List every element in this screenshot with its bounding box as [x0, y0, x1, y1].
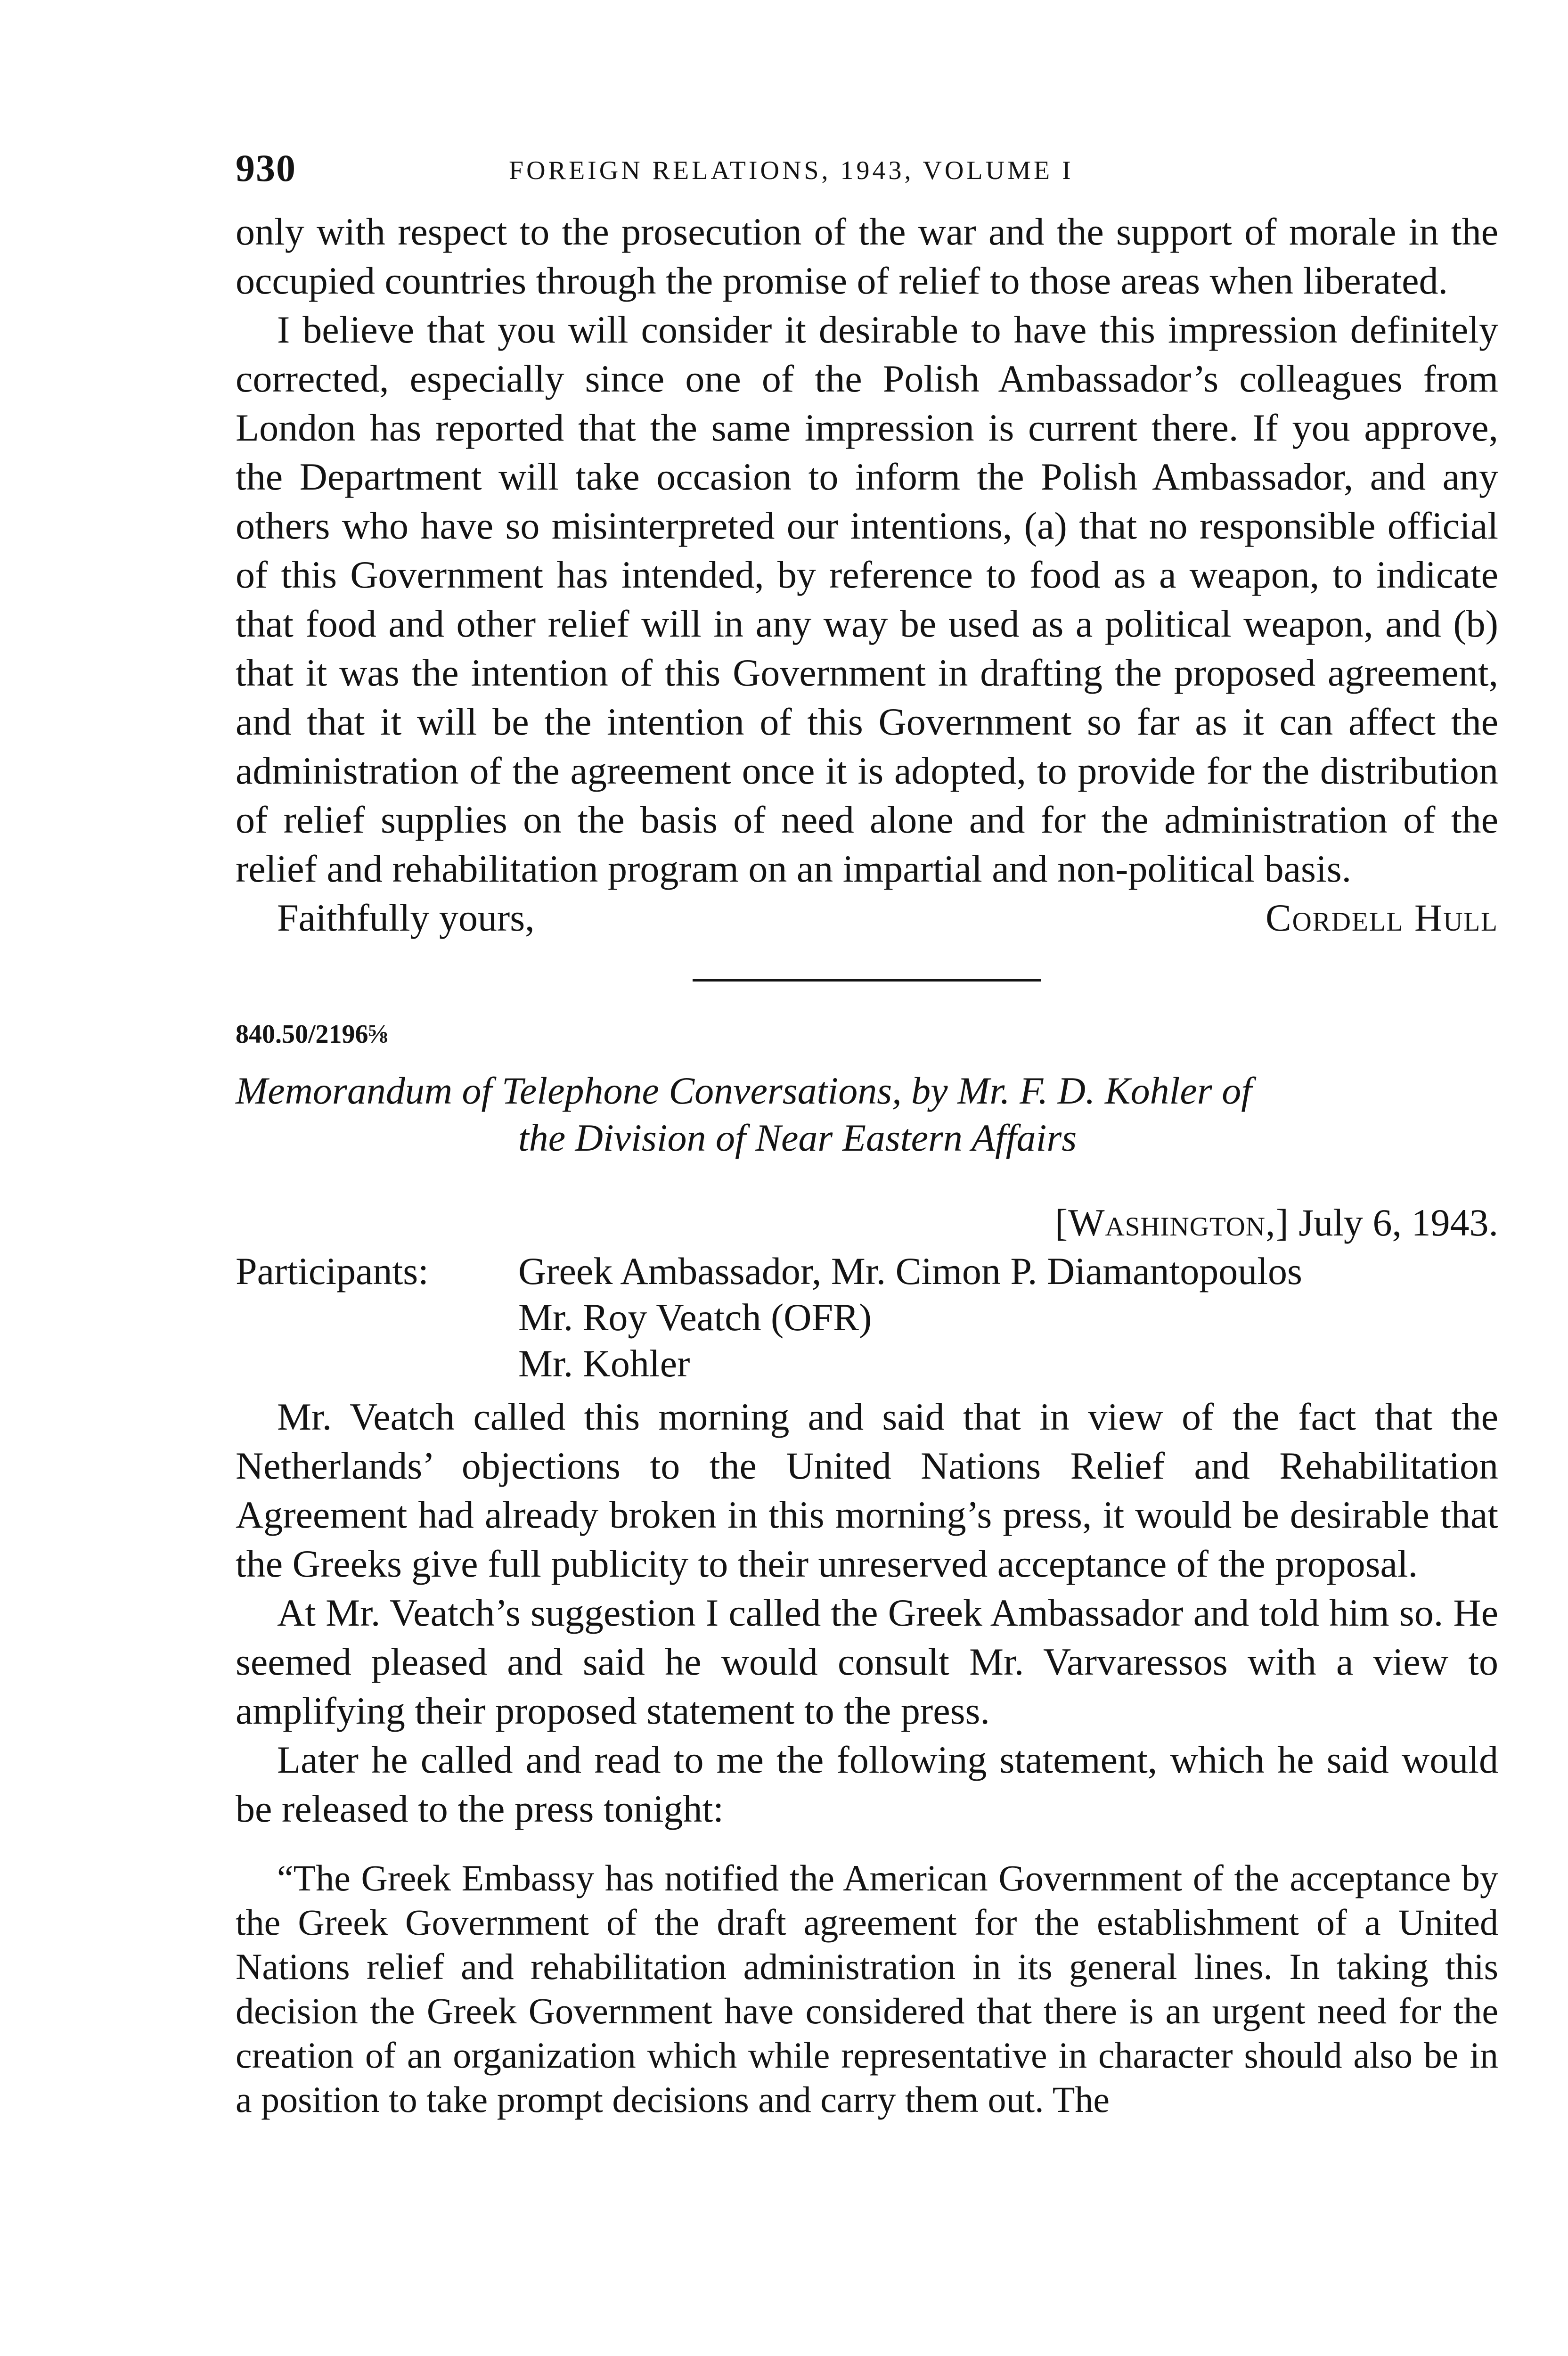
- memo-title: [236, 1067, 1498, 1162]
- participant: Greek Ambassador, Mr. Cimon P. Diamantopoulos: [518, 1250, 1302, 1293]
- memo-paragraph: At Mr. Veatch’s suggestion I called the Greek Ambassador and told him so. He seemed pleased and said he would consult Mr. Varvaressos with a view to amplifying their proposed statement to the press.: [236, 1591, 1498, 1732]
- dateline: [236, 1199, 1498, 1246]
- section-divider: [693, 979, 1041, 982]
- memo-paragraph: Mr. Veatch called this morning and said that in view of the fact that the Netherlands’ objections to the United Nations Relief and Rehabilitation Agreement had already broken in this morning’s press, it would be desirable that the Greeks give full publicity to their unreserved acceptance of the proposal.: [236, 1395, 1498, 1585]
- document-page: [236, 141, 1498, 2122]
- memo-title-line: the Division of Near Eastern Affairs: [518, 1116, 1077, 1159]
- participant: Mr. Roy Veatch (OFR): [518, 1296, 872, 1339]
- page-number: 930: [236, 147, 296, 189]
- running-head: FOREIGN RELATIONS, 1943, VOLUME I: [509, 156, 1074, 185]
- participants-block: [236, 1248, 1498, 1387]
- participants-label: Participants:: [236, 1250, 429, 1293]
- dateline-place: [Washington,]: [1054, 1201, 1289, 1244]
- file-number: 840.50/2196⅝: [236, 1020, 388, 1049]
- dateline-date: July 6, 1943.: [1298, 1201, 1498, 1244]
- page-header: [236, 141, 1498, 207]
- signature: Cordell Hull: [1265, 896, 1498, 939]
- participant: Mr. Kohler: [518, 1342, 690, 1385]
- letter-paragraph: I believe that you will consider it desirable to have this impression definitely corrected, especially since one of the Polish Ambassador’s colleagues from London has reported that the same impression is current there. If you approve, the Department will take occasion to inform the Polish Ambassador, and any others who have so misinterpreted our intentions, (a) that no responsible official of this Government has intended, by reference to food as a weapon, to indicate that food and other relief will in any way be used as a political weapon, and (b) that it was the intention of this Government in drafting the proposed agreement, and that it will be the intention of this Government so far as it can affect the administration of the agreement once it is adopted, to provide for the distribution of relief supplies on the basis of need alone and for the administration of the relief and rehabilitation program on an impartial and non-political basis.: [236, 308, 1498, 890]
- memo-title-line: Memorandum of Telephone Conversations, by Mr. F. D. Kohler of: [236, 1069, 1252, 1112]
- letter-closing: [236, 893, 1498, 942]
- participants-list: [518, 1248, 1302, 1387]
- complimentary-close: Faithfully yours,: [277, 896, 535, 939]
- quoted-statement: “The Greek Embassy has notified the American Government of the acceptance by the Greek Government of the draft agreement for the establishment of a United Nations relief and rehabilitation administration in its general lines. In taking this decision the Greek Government have considered that there is an urgent need for the creation of an organization which while representative in character should also be in a position to take prompt decisions and carry them out. The: [236, 1857, 1498, 2120]
- letter-paragraph: only with respect to the prosecution of the war and the support of morale in the occupied countries through the promise of relief to those areas when liberated.: [236, 210, 1498, 302]
- memo-paragraph: Later he called and read to me the following statement, which he said would be released to the press tonight:: [236, 1738, 1498, 1830]
